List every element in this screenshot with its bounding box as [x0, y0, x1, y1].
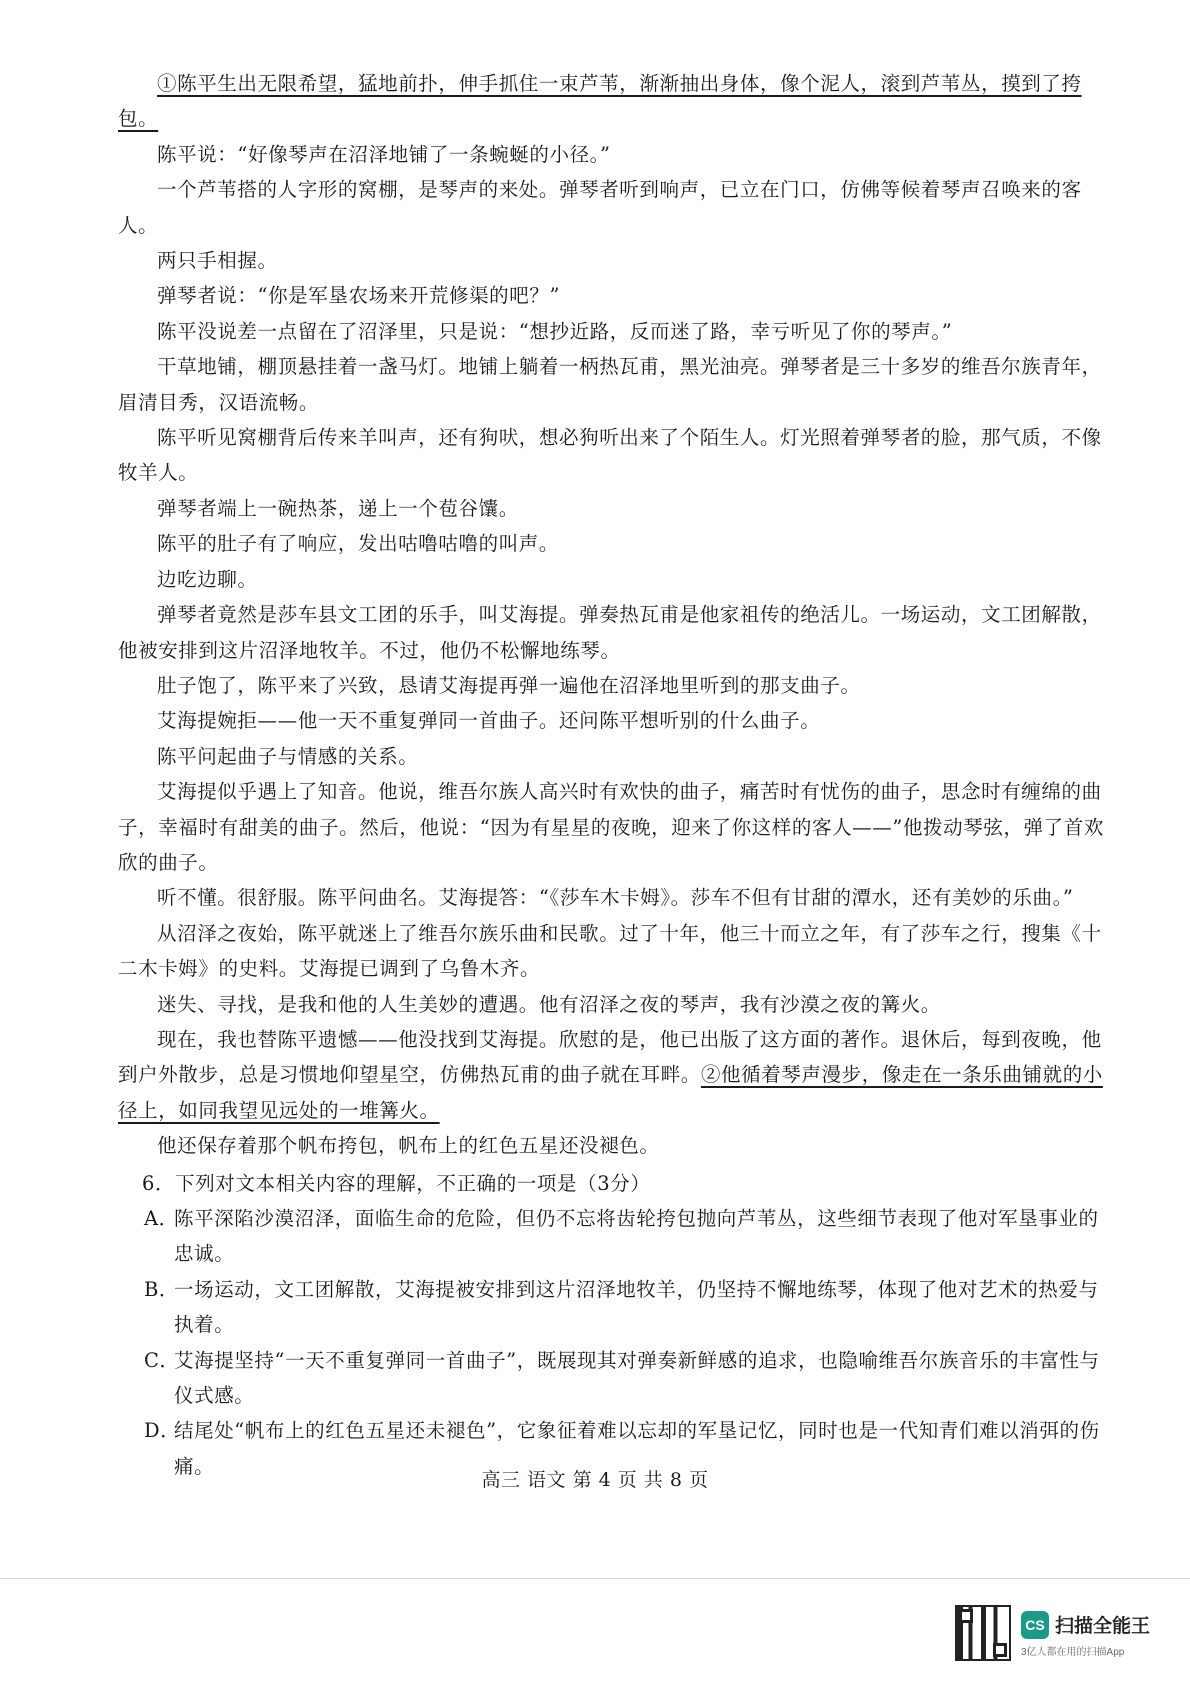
option-d-text: 结尾处“帆布上的红色五星还未褪色”，它象征着难以忘却的军垦记忆，同时也是一代知青们难以消弭的伤痛。: [174, 1419, 1100, 1478]
divider: [0, 1578, 1190, 1579]
camscanner-logo-icon: CS: [1021, 1611, 1049, 1639]
passage-paragraph-5: 弹琴者说：“你是军垦农场来开荒修渠的吧？”: [157, 284, 561, 308]
scanner-watermark: [955, 1605, 1165, 1665]
passage-paragraph-9: 弹琴者端上一碗热茶，递上一个苞谷馕。: [157, 496, 519, 520]
passage-paragraph-8: 陈平听见窝棚背后传来羊叫声，还有狗吠，想必狗听出来了个陌生人。灯光照着弹琴者的脸，那气质，不像牧羊人。: [118, 426, 1102, 485]
option-b: [118, 1272, 1108, 1343]
passage-paragraph-14: 艾海提婉拒——他一天不重复弹同一首曲子。还问陈平想听别的什么曲子。: [157, 709, 821, 733]
passage-paragraph-6: 陈平没说差一点留在了沼泽里，只是说：“想抄近路，反而迷了路，幸亏听见了你的琴声。”: [157, 319, 953, 343]
option-a-text: 陈平深陷沙漠沼泽，面临生命的危险，但仍不忘将齿轮挎包抛向芦苇丛，这些细节表现了他对军垦事业的忠诚。: [174, 1207, 1099, 1266]
option-d-label: D．: [144, 1419, 181, 1443]
passage-paragraph-2: 陈平说：“好像琴声在沼泽地铺了一条蜿蜒的小径。”: [157, 142, 611, 166]
passage-paragraph-17: 听不懂。很舒服。陈平问曲名。艾海提答：“《莎车木卡姆》。莎车不但有甘甜的潭水，还有美妙的乐曲。”: [157, 886, 1074, 910]
passage-paragraph-1: ①陈平生出无限希望，猛地前扑，伸手抓住一束芦苇，渐渐抽出身体，像个泥人，滚到芦苇丛，摸到了挎包。: [118, 72, 1082, 131]
passage-paragraph-3: 一个芦苇搭的人字形的窝棚，是琴声的来处。弹琴者听到响声，已立在门口，仿佛等候着琴声召唤来的客人。: [118, 178, 1082, 237]
passage-paragraph-15: 陈平问起曲子与情感的关系。: [157, 744, 419, 768]
document-body: [118, 66, 1108, 1484]
page-footer: 高三 语文 第 4 页 共 8 页: [481, 1469, 709, 1491]
passage-paragraph-4: 两只手相握。: [157, 249, 278, 273]
option-c-text: 艾海提坚持“一天不重复弹同一首曲子”，既展现其对弹奏新鲜感的追求，也隐喻维吾尔族音乐的丰富性与仪式感。: [174, 1348, 1100, 1408]
passage-paragraph-11: 边吃边聊。: [157, 567, 258, 591]
passage-paragraph-16: 艾海提似乎遇上了知音。他说，维吾尔族人高兴时有欢快的曲子，痛苦时有忧伤的曲子，思念时有缠绵的曲子，幸福时有甜美的曲子。然后，他说：“因为有星星的夜晚，迎来了你这样的客人——”他拨动琴弦，弹了首欢欣的曲子。: [118, 780, 1104, 874]
passage-paragraph-10: 陈平的肚子有了响应，发出咕噜咕噜的叫声。: [157, 532, 560, 556]
qr-code-icon: [955, 1605, 1011, 1661]
option-a: [118, 1201, 1108, 1272]
passage-paragraph-18: 从沼泽之夜始，陈平就迷上了维吾尔族乐曲和民歌。过了十年，他三十而立之年，有了莎车之行，搜集《十二木卡姆》的史料。艾海提已调到了乌鲁木齐。: [118, 921, 1102, 981]
option-b-text: 一场运动，文工团解散，艾海提被安排到这片沼泽地牧羊，仍坚持不懈地练琴，体现了他对艺术的热爱与执着。: [174, 1277, 1099, 1337]
passage-paragraph-21: 他还保存着那个帆布挎包，帆布上的红色五星还没褪色。: [157, 1134, 660, 1158]
passage-paragraph-7: 干草地铺，棚顶悬挂着一盏马灯。地铺上躺着一柄热瓦甫，黑光油亮。弹琴者是三十多岁的维吾尔族青年，眉清目秀，汉语流畅。: [118, 355, 1102, 414]
option-c: [118, 1343, 1108, 1414]
underlined-sentence-2: ②他循着琴声漫步，像走在一条乐曲铺就的小径上，如同我望见远处的一堆篝火。: [118, 1063, 1103, 1122]
watermark-slogan: 3亿人都在用的扫描App: [1021, 1647, 1125, 1658]
option-c-label: C．: [144, 1348, 180, 1372]
passage-paragraph-19: 迷失、寻找，是我和他的人生美妙的遭遇。他有沼泽之夜的琴声，我有沙漠之夜的篝火。: [157, 992, 941, 1016]
passage-paragraph-20: [118, 1022, 1108, 1128]
question-stem: 6．下列对文本相关内容的理解，不正确的一项是（3分）: [142, 1171, 651, 1195]
watermark-brand: 扫描全能王: [1055, 1616, 1151, 1637]
paragraph-20-text: 现在，我也替陈平遗憾——他没找到艾海提。欣慰的是，他已出版了这方面的著作。退休后，每到夜晚，他到户外散步，总是习惯地仰望星空，仿佛热瓦甫的曲子就在耳畔。: [118, 1027, 1102, 1087]
question-6: [118, 1166, 1108, 1485]
option-a-label: A．: [144, 1207, 179, 1230]
passage-paragraph-12: 弹琴者竟然是莎车县文工团的乐手，叫艾海提。弹奏热瓦甫是他家祖传的绝活儿。一场运动，文工团解散，他被安排到这片沼泽地牧羊。不过，他仍不松懈地练琴。: [118, 603, 1102, 662]
passage-paragraph-13: 肚子饱了，陈平来了兴致，恳请艾海提再弹一遍他在沼泽地里听到的那支曲子。: [157, 673, 861, 697]
option-b-label: B．: [144, 1277, 180, 1301]
